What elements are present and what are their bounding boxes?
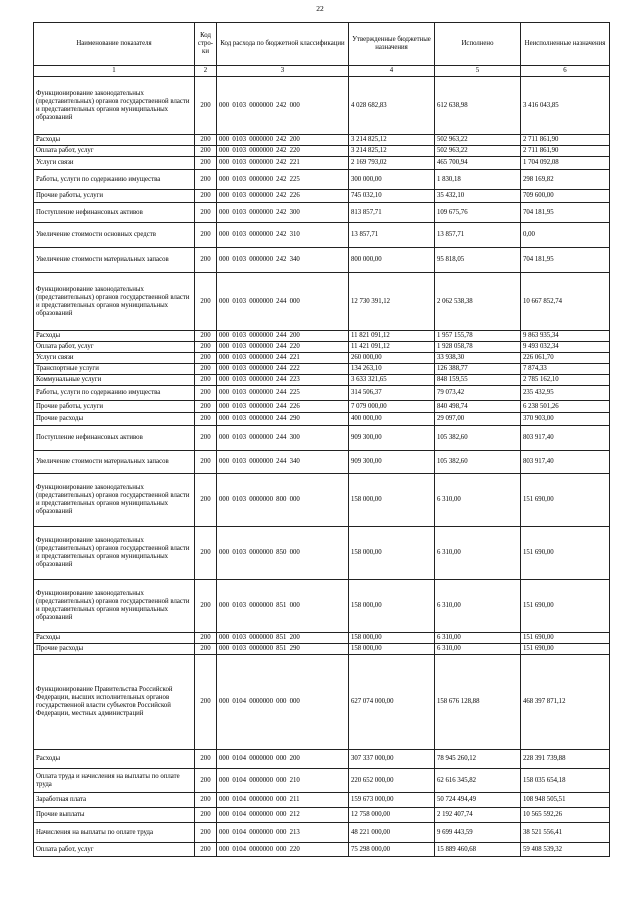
executed-amount: 2 062 538,38 bbox=[435, 273, 521, 331]
indicator-name: Функционирование законодательных (представительных) органов государственной власти и представительных органов муниципальных образований bbox=[34, 580, 195, 633]
approved-amount: 158 000,00 bbox=[349, 474, 435, 527]
line-code: 200 bbox=[195, 190, 217, 203]
executed-amount: 95 818,05 bbox=[435, 248, 521, 273]
budget-code: 000 0103 0000000 244 223 bbox=[217, 375, 349, 386]
approved-amount: 158 000,00 bbox=[349, 633, 435, 644]
column-number: 5 bbox=[435, 66, 521, 77]
budget-code: 000 0103 0000000 244 226 bbox=[217, 401, 349, 413]
indicator-name: Начисления на выплаты по оплате труда bbox=[34, 823, 195, 843]
executed-amount: 33 938,30 bbox=[435, 353, 521, 364]
unexecuted-amount: 0,00 bbox=[521, 223, 610, 248]
column-number-row bbox=[34, 66, 610, 77]
table-row bbox=[34, 170, 610, 190]
unexecuted-amount: 10 565 592,26 bbox=[521, 808, 610, 823]
budget-code: 000 0103 0000000 244 220 bbox=[217, 342, 349, 353]
header-row bbox=[34, 23, 610, 66]
executed-amount: 465 700,94 bbox=[435, 157, 521, 170]
line-code: 200 bbox=[195, 769, 217, 793]
table-row bbox=[34, 808, 610, 823]
budget-code: 000 0103 0000000 242 340 bbox=[217, 248, 349, 273]
unexecuted-amount: 151 690,00 bbox=[521, 644, 610, 655]
unexecuted-amount: 468 397 871,12 bbox=[521, 655, 610, 750]
budget-code: 000 0103 0000000 800 000 bbox=[217, 474, 349, 527]
unexecuted-amount: 108 948 505,51 bbox=[521, 793, 610, 808]
unexecuted-amount: 10 667 852,74 bbox=[521, 273, 610, 331]
unexecuted-amount: 151 690,00 bbox=[521, 633, 610, 644]
executed-amount: 1 957 155,78 bbox=[435, 331, 521, 342]
budget-code: 000 0103 0000000 242 220 bbox=[217, 146, 349, 157]
line-code: 200 bbox=[195, 750, 217, 769]
header-indicator-name: Наименование показателя bbox=[34, 23, 195, 66]
executed-amount: 1 928 058,78 bbox=[435, 342, 521, 353]
table-row bbox=[34, 474, 610, 527]
indicator-name: Прочие расходы bbox=[34, 644, 195, 655]
indicator-name: Расходы bbox=[34, 750, 195, 769]
executed-amount: 6 310,00 bbox=[435, 580, 521, 633]
budget-code: 000 0104 0000000 000 220 bbox=[217, 843, 349, 857]
indicator-name: Прочие выплаты bbox=[34, 808, 195, 823]
budget-code: 000 0103 0000000 244 222 bbox=[217, 364, 349, 375]
indicator-name: Расходы bbox=[34, 633, 195, 644]
executed-amount: 6 310,00 bbox=[435, 474, 521, 527]
line-code: 200 bbox=[195, 135, 217, 146]
table-row bbox=[34, 135, 610, 146]
column-number: 3 bbox=[217, 66, 349, 77]
approved-amount: 11 821 091,12 bbox=[349, 331, 435, 342]
indicator-name: Заработная плата bbox=[34, 793, 195, 808]
executed-amount: 13 857,71 bbox=[435, 223, 521, 248]
budget-code: 000 0103 0000000 242 221 bbox=[217, 157, 349, 170]
executed-amount: 158 676 128,88 bbox=[435, 655, 521, 750]
table-row bbox=[34, 655, 610, 750]
table-row bbox=[34, 413, 610, 426]
approved-amount: 300 000,00 bbox=[349, 170, 435, 190]
approved-amount: 800 000,00 bbox=[349, 248, 435, 273]
unexecuted-amount: 226 061,70 bbox=[521, 353, 610, 364]
line-code: 200 bbox=[195, 413, 217, 426]
table-row bbox=[34, 426, 610, 451]
approved-amount: 48 221 000,00 bbox=[349, 823, 435, 843]
approved-amount: 75 298 000,00 bbox=[349, 843, 435, 857]
header-unexecuted: Неисполненные назначения bbox=[521, 23, 610, 66]
budget-code: 000 0103 0000000 244 221 bbox=[217, 353, 349, 364]
table-row bbox=[34, 190, 610, 203]
approved-amount: 11 421 091,12 bbox=[349, 342, 435, 353]
approved-amount: 260 000,00 bbox=[349, 353, 435, 364]
executed-amount: 78 945 260,12 bbox=[435, 750, 521, 769]
line-code: 200 bbox=[195, 157, 217, 170]
budget-code: 000 0103 0000000 244 200 bbox=[217, 331, 349, 342]
line-code: 200 bbox=[195, 353, 217, 364]
line-code: 200 bbox=[195, 644, 217, 655]
table-row bbox=[34, 248, 610, 273]
approved-amount: 134 263,10 bbox=[349, 364, 435, 375]
executed-amount: 62 616 345,82 bbox=[435, 769, 521, 793]
table-row bbox=[34, 146, 610, 157]
indicator-name: Коммунальные услуги bbox=[34, 375, 195, 386]
line-code: 200 bbox=[195, 451, 217, 474]
unexecuted-amount: 803 917,40 bbox=[521, 426, 610, 451]
table-row bbox=[34, 364, 610, 375]
column-number: 1 bbox=[34, 66, 195, 77]
executed-amount: 29 097,00 bbox=[435, 413, 521, 426]
indicator-name: Оплата труда и начисления на выплаты по оплате труда bbox=[34, 769, 195, 793]
line-code: 200 bbox=[195, 170, 217, 190]
indicator-name: Оплата работ, услуг bbox=[34, 843, 195, 857]
line-code: 200 bbox=[195, 223, 217, 248]
indicator-name: Увеличение стоимости материальных запасов bbox=[34, 248, 195, 273]
table-row bbox=[34, 793, 610, 808]
indicator-name: Прочие работы, услуги bbox=[34, 190, 195, 203]
indicator-name: Работы, услуги по содержанию имущества bbox=[34, 386, 195, 401]
executed-amount: 612 638,98 bbox=[435, 77, 521, 135]
approved-amount: 307 337 000,00 bbox=[349, 750, 435, 769]
executed-amount: 105 382,60 bbox=[435, 426, 521, 451]
approved-amount: 909 300,00 bbox=[349, 426, 435, 451]
indicator-name: Функционирование законодательных (представительных) органов государственной власти и представительных органов муниципальных образований bbox=[34, 273, 195, 331]
table-row bbox=[34, 273, 610, 331]
line-code: 200 bbox=[195, 474, 217, 527]
line-code: 200 bbox=[195, 401, 217, 413]
indicator-name: Увеличение стоимости основных средств bbox=[34, 223, 195, 248]
unexecuted-amount: 704 181,95 bbox=[521, 203, 610, 223]
executed-amount: 50 724 494,49 bbox=[435, 793, 521, 808]
approved-amount: 627 074 000,00 bbox=[349, 655, 435, 750]
indicator-name: Услуги связи bbox=[34, 353, 195, 364]
unexecuted-amount: 235 432,95 bbox=[521, 386, 610, 401]
line-code: 200 bbox=[195, 843, 217, 857]
budget-report-table bbox=[33, 22, 610, 857]
budget-code: 000 0103 0000000 851 000 bbox=[217, 580, 349, 633]
approved-amount: 3 214 825,12 bbox=[349, 146, 435, 157]
approved-amount: 13 857,71 bbox=[349, 223, 435, 248]
indicator-name: Прочие расходы bbox=[34, 413, 195, 426]
unexecuted-amount: 9 493 032,34 bbox=[521, 342, 610, 353]
executed-amount: 35 432,10 bbox=[435, 190, 521, 203]
unexecuted-amount: 6 238 501,26 bbox=[521, 401, 610, 413]
table-row bbox=[34, 386, 610, 401]
executed-amount: 2 192 407,74 bbox=[435, 808, 521, 823]
executed-amount: 6 310,00 bbox=[435, 527, 521, 580]
budget-code: 000 0103 0000000 244 340 bbox=[217, 451, 349, 474]
line-code: 200 bbox=[195, 808, 217, 823]
approved-amount: 3 214 825,12 bbox=[349, 135, 435, 146]
approved-amount: 2 169 793,02 bbox=[349, 157, 435, 170]
indicator-name: Работы, услуги по содержанию имущества bbox=[34, 170, 195, 190]
header-line-code: Код стро-ки bbox=[195, 23, 217, 66]
indicator-name: Оплата работ, услуг bbox=[34, 146, 195, 157]
executed-amount: 6 310,00 bbox=[435, 644, 521, 655]
budget-code: 000 0103 0000000 851 200 bbox=[217, 633, 349, 644]
unexecuted-amount: 2 711 861,90 bbox=[521, 146, 610, 157]
table-row bbox=[34, 769, 610, 793]
unexecuted-amount: 2 785 162,10 bbox=[521, 375, 610, 386]
indicator-name: Расходы bbox=[34, 135, 195, 146]
budget-code: 000 0103 0000000 244 300 bbox=[217, 426, 349, 451]
budget-code: 000 0104 0000000 000 000 bbox=[217, 655, 349, 750]
budget-code: 000 0104 0000000 000 213 bbox=[217, 823, 349, 843]
executed-amount: 848 159,55 bbox=[435, 375, 521, 386]
line-code: 200 bbox=[195, 77, 217, 135]
line-code: 200 bbox=[195, 331, 217, 342]
line-code: 200 bbox=[195, 248, 217, 273]
line-code: 200 bbox=[195, 386, 217, 401]
line-code: 200 bbox=[195, 426, 217, 451]
budget-code: 000 0103 0000000 244 000 bbox=[217, 273, 349, 331]
budget-code: 000 0103 0000000 850 000 bbox=[217, 527, 349, 580]
executed-amount: 15 889 460,68 bbox=[435, 843, 521, 857]
header-budget-code: Код расхода по бюджетной классификации bbox=[217, 23, 349, 66]
approved-amount: 400 000,00 bbox=[349, 413, 435, 426]
executed-amount: 1 830,18 bbox=[435, 170, 521, 190]
approved-amount: 909 300,00 bbox=[349, 451, 435, 474]
budget-code: 000 0104 0000000 000 212 bbox=[217, 808, 349, 823]
budget-code: 000 0104 0000000 000 210 bbox=[217, 769, 349, 793]
approved-amount: 4 028 682,83 bbox=[349, 77, 435, 135]
column-number: 4 bbox=[349, 66, 435, 77]
indicator-name: Поступление нефинансовых активов bbox=[34, 203, 195, 223]
table-row bbox=[34, 342, 610, 353]
approved-amount: 220 652 000,00 bbox=[349, 769, 435, 793]
line-code: 200 bbox=[195, 375, 217, 386]
indicator-name: Функционирование Правительства Российской Федерации, высших исполнительных органов государственной власти субъектов Российской Федерации, местных администраций bbox=[34, 655, 195, 750]
budget-code: 000 0103 0000000 242 300 bbox=[217, 203, 349, 223]
indicator-name: Функционирование законодательных (представительных) органов государственной власти и представительных органов муниципальных образований bbox=[34, 527, 195, 580]
budget-code: 000 0104 0000000 000 200 bbox=[217, 750, 349, 769]
table-row bbox=[34, 580, 610, 633]
line-code: 200 bbox=[195, 793, 217, 808]
table-row bbox=[34, 633, 610, 644]
budget-code: 000 0103 0000000 242 310 bbox=[217, 223, 349, 248]
line-code: 200 bbox=[195, 203, 217, 223]
indicator-name: Функционирование законодательных (представительных) органов государственной власти и представительных органов муниципальных образований bbox=[34, 77, 195, 135]
table-row bbox=[34, 823, 610, 843]
unexecuted-amount: 59 408 539,32 bbox=[521, 843, 610, 857]
indicator-name: Поступление нефинансовых активов bbox=[34, 426, 195, 451]
executed-amount: 109 675,76 bbox=[435, 203, 521, 223]
unexecuted-amount: 151 690,00 bbox=[521, 580, 610, 633]
executed-amount: 105 382,60 bbox=[435, 451, 521, 474]
table-row bbox=[34, 157, 610, 170]
table-row bbox=[34, 353, 610, 364]
approved-amount: 12 758 000,00 bbox=[349, 808, 435, 823]
unexecuted-amount: 2 711 861,90 bbox=[521, 135, 610, 146]
unexecuted-amount: 228 391 739,88 bbox=[521, 750, 610, 769]
indicator-name: Прочие работы, услуги bbox=[34, 401, 195, 413]
line-code: 200 bbox=[195, 146, 217, 157]
budget-code: 000 0103 0000000 244 290 bbox=[217, 413, 349, 426]
unexecuted-amount: 38 521 556,41 bbox=[521, 823, 610, 843]
page-number: 22 bbox=[316, 4, 324, 13]
line-code: 200 bbox=[195, 655, 217, 750]
executed-amount: 840 498,74 bbox=[435, 401, 521, 413]
table-row bbox=[34, 451, 610, 474]
indicator-name: Расходы bbox=[34, 331, 195, 342]
unexecuted-amount: 151 690,00 bbox=[521, 527, 610, 580]
approved-amount: 813 857,71 bbox=[349, 203, 435, 223]
approved-amount: 314 506,37 bbox=[349, 386, 435, 401]
executed-amount: 502 963,22 bbox=[435, 135, 521, 146]
unexecuted-amount: 1 704 092,08 bbox=[521, 157, 610, 170]
budget-code: 000 0103 0000000 851 290 bbox=[217, 644, 349, 655]
unexecuted-amount: 7 874,33 bbox=[521, 364, 610, 375]
table-row bbox=[34, 750, 610, 769]
table-row bbox=[34, 527, 610, 580]
table-row bbox=[34, 331, 610, 342]
table-row bbox=[34, 843, 610, 857]
approved-amount: 159 673 000,00 bbox=[349, 793, 435, 808]
header-approved: Утвержденные бюджетные назначения bbox=[349, 23, 435, 66]
unexecuted-amount: 803 917,40 bbox=[521, 451, 610, 474]
line-code: 200 bbox=[195, 342, 217, 353]
budget-code: 000 0103 0000000 242 200 bbox=[217, 135, 349, 146]
approved-amount: 745 032,10 bbox=[349, 190, 435, 203]
approved-amount: 12 730 391,12 bbox=[349, 273, 435, 331]
approved-amount: 158 000,00 bbox=[349, 644, 435, 655]
report-body bbox=[34, 77, 610, 857]
indicator-name: Оплата работ, услуг bbox=[34, 342, 195, 353]
indicator-name: Функционирование законодательных (представительных) органов государственной власти и представительных органов муниципальных образований bbox=[34, 474, 195, 527]
line-code: 200 bbox=[195, 580, 217, 633]
line-code: 200 bbox=[195, 364, 217, 375]
unexecuted-amount: 151 690,00 bbox=[521, 474, 610, 527]
budget-code: 000 0103 0000000 242 000 bbox=[217, 77, 349, 135]
column-number: 2 bbox=[195, 66, 217, 77]
unexecuted-amount: 709 600,00 bbox=[521, 190, 610, 203]
indicator-name: Увеличение стоимости материальных запасов bbox=[34, 451, 195, 474]
line-code: 200 bbox=[195, 633, 217, 644]
table-row bbox=[34, 644, 610, 655]
indicator-name: Транспортные услуги bbox=[34, 364, 195, 375]
table-row bbox=[34, 401, 610, 413]
unexecuted-amount: 3 416 043,85 bbox=[521, 77, 610, 135]
budget-code: 000 0103 0000000 242 226 bbox=[217, 190, 349, 203]
approved-amount: 3 633 321,65 bbox=[349, 375, 435, 386]
executed-amount: 6 310,00 bbox=[435, 633, 521, 644]
line-code: 200 bbox=[195, 273, 217, 331]
budget-code: 000 0103 0000000 242 225 bbox=[217, 170, 349, 190]
unexecuted-amount: 9 863 935,34 bbox=[521, 331, 610, 342]
header-executed: Исполнено bbox=[435, 23, 521, 66]
budget-code: 000 0103 0000000 244 225 bbox=[217, 386, 349, 401]
unexecuted-amount: 704 181,95 bbox=[521, 248, 610, 273]
indicator-name: Услуги связи bbox=[34, 157, 195, 170]
unexecuted-amount: 370 903,00 bbox=[521, 413, 610, 426]
table-row bbox=[34, 375, 610, 386]
table-row bbox=[34, 223, 610, 248]
line-code: 200 bbox=[195, 823, 217, 843]
approved-amount: 7 079 000,00 bbox=[349, 401, 435, 413]
column-number: 6 bbox=[521, 66, 610, 77]
table-row bbox=[34, 203, 610, 223]
line-code: 200 bbox=[195, 527, 217, 580]
executed-amount: 502 963,22 bbox=[435, 146, 521, 157]
executed-amount: 79 073,42 bbox=[435, 386, 521, 401]
approved-amount: 158 000,00 bbox=[349, 527, 435, 580]
approved-amount: 158 000,00 bbox=[349, 580, 435, 633]
executed-amount: 9 699 443,59 bbox=[435, 823, 521, 843]
unexecuted-amount: 158 035 654,18 bbox=[521, 769, 610, 793]
budget-code: 000 0104 0000000 000 211 bbox=[217, 793, 349, 808]
unexecuted-amount: 298 169,82 bbox=[521, 170, 610, 190]
table-row bbox=[34, 77, 610, 135]
executed-amount: 126 388,77 bbox=[435, 364, 521, 375]
